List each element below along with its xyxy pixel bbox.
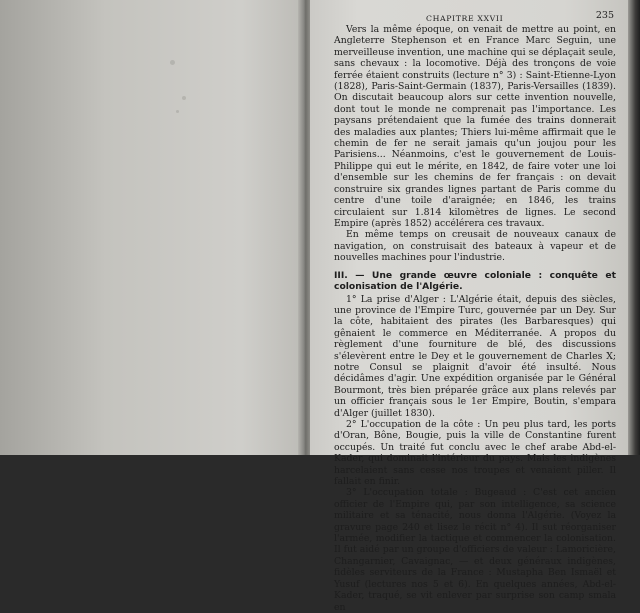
page-edge <box>628 0 640 455</box>
page-number: 235 <box>595 10 614 21</box>
paper-stain <box>182 96 186 100</box>
chapter-heading: CHAPITRE XXVII <box>426 14 504 23</box>
section-title: III. — Une grande œuvre coloniale : conquête et colonisation de l'Algérie. <box>334 269 616 292</box>
paragraph: 1° La prise d'Alger : L'Algérie était, depuis des siècles, une province de l'Empire Turc, gouvernée par un Dey. Sur la côte, habitaient des pirates (les Barbaresques) qui gênaient le commerce en Méditerranée. A propos du règlement d'une fourniture de blé, des discussions s'élevèrent entre le Dey et le gouvernement de Charles X; notre Consul se plaignit d'avoir été insulté. Nous décidâmes d'agir. Une expédition organisée par le Général Bourmont, très bien préparée grâce aux plans relevés par un officier français sous le 1er Empire, Boutin, s'empara d'Alger (juillet 1830). <box>334 293 616 419</box>
running-header <box>334 8 616 24</box>
paragraph: 3° L'occupation totale : Bugeaud : C'est cet ancien officier de l'Empire qui, par son intelligence, sa science militaire et sa ténacité, nous donna l'Algérie. (Voyez la gravure page 240 et lisez le récit n° 4). Il sut réorganiser l'armée, modifier la tactique et commencer la colonisation. Il fut aidé par un groupe d'officiers de valeur : Lamoricière, Changarnier, Cavaignac, — et deux généraux indigènes, fidèles serviteurs de la France : Mustapha Ben Ismaël et Yusuf (lectures nos 5 et 6). En quelques années, Abd-el-Kader, traqué, se vit enlever par surprise son camp smala en <box>334 487 616 613</box>
paragraph: Vers la même époque, on venait de mettre au point, en Angleterre Stephenson et en France Marc Seguin, une merveilleuse invention, une machine qui se déplaçait seule, sans chevaux : la locomotive. Déjà des tronçons de voie ferrée étaient construits (lecture n° 3) : Saint-Etienne-Lyon (1828), Paris-Saint-Germain (1837), Paris-Versailles (1839). On discutait beaucoup alors sur cette invention nouvelle, dont tout le monde ne comprenait pas l'importance. Les paysans prétendaient que la fumée des trains donnerait des maladies aux plantes; Thiers lui-même affirmait que le chemin de fer ne serait jamais qu'un joujou pour les Parisiens... Néanmoins, c'est le gouvernement de Louis-Philippe qui eut le mérite, en 1842, de faire voter une loi d'ensemble sur les chemins de fer français : on devait construire six grandes lignes partant de Paris comme du centre d'une toile d'araignée; en 1846, les trains circulaient sur 1.814 kilomètres de lignes. Le second Empire (après 1852) accélérera ces travaux. <box>334 24 616 229</box>
paragraph: En même temps on creusait de nouveaux canaux de navigation, on construisait des bateaux à vapeur et de nouvelles machines pour l'industrie. <box>334 229 616 264</box>
left-page <box>0 0 302 455</box>
paragraph: 2° L'occupation de la côte : Un peu plus tard, les ports d'Oran, Bône, Bougie, puis la ville de Constantine furent occupés. Un traité fut conclu avec le chef arabe Abd-el-Kader, qui dominait l'intérieur du pays. Mais les indigènes harcelaient sans cesse nos troupes et venaient piller. Il fallait en finir. <box>334 419 616 488</box>
page-text <box>334 8 616 613</box>
paper-stain <box>176 110 179 113</box>
paper-stain <box>170 60 175 65</box>
